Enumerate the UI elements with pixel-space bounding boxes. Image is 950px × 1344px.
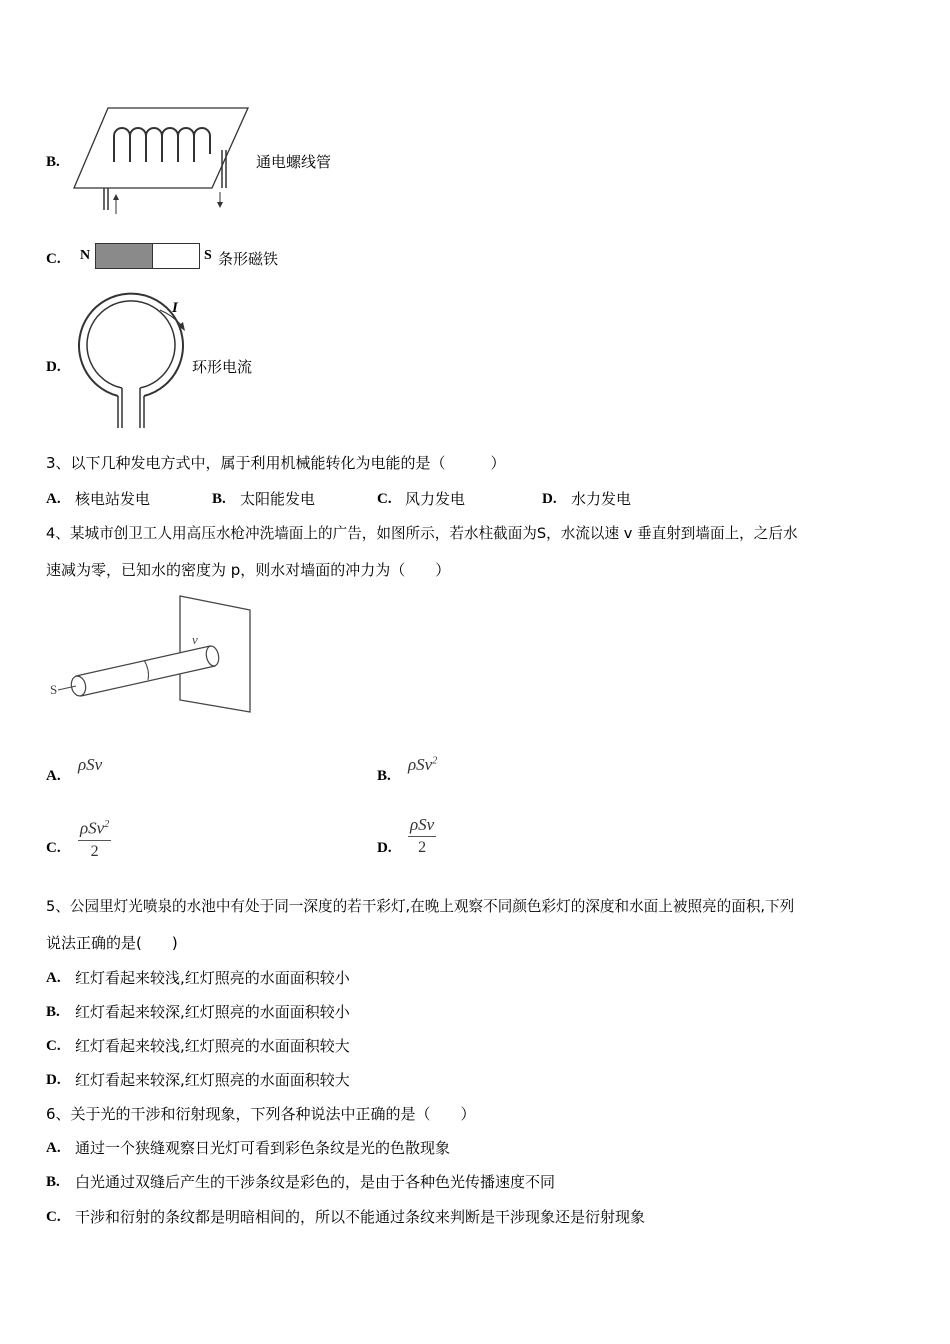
q6-option-c-letter: C. [46,1209,61,1225]
q4-option-c-fraction [78,814,111,863]
q4-option-d-denominator: 2 [418,839,427,856]
q3-option-b-letter: B. [212,491,226,507]
q5-option-a-text: 红灯看起来较浅,红灯照亮的水面面积较小 [75,969,350,987]
q6-option-b-letter: B. [46,1174,60,1190]
q3-option-a-text: 核电站发电 [75,490,151,508]
option-d-letter: D. [46,359,61,375]
q4-option-b-base: ρSv [408,755,433,774]
option-c-label: 条形磁铁 [218,250,279,268]
q4-option-d-numerator: ρSv [408,814,436,837]
q4-option-c-num-sup: 2 [104,819,110,830]
q3-option-c-letter: C. [377,491,392,507]
magnet-pole-n: N [80,248,91,263]
q4-stem-line2: 速减为零，已知水的密度为 p，则水对墙面的冲力为（ ） [46,561,451,579]
q4-option-d-fraction [408,814,436,859]
current-symbol: I [172,300,178,316]
q3-option-c-text: 风力发电 [405,490,466,508]
figure-label-v: v [192,632,198,647]
q5-option-d-text: 红灯看起来较深,红灯照亮的水面面积较大 [75,1071,350,1089]
q3-option-d-letter: D. [542,491,557,507]
q6-option-a-text: 通过一个狭缝观察日光灯可看到彩色条纹是光的色散现象 [75,1139,451,1157]
q6-option-b-text: 白光通过双缝后产生的干涉条纹是彩色的，是由于各种色光传播速度不同 [75,1173,556,1191]
bar-magnet-figure [95,243,201,269]
ring-current-figure [78,296,198,430]
q5-stem-line1: 5、公园里灯光喷泉的水池中有处于同一深度的若干彩灯,在晚上观察不同颜色彩灯的深度和水面上被照亮的面积,下列 [46,898,795,915]
q3-option-b-text: 太阳能发电 [240,490,316,508]
q5-option-b-text: 红灯看起来较深,红灯照亮的水面面积较小 [75,1003,350,1021]
option-b-label: 通电螺线管 [256,153,332,171]
option-d-label: 环形电流 [192,358,253,376]
q4-option-c-numerator [78,814,111,841]
q6-option-a-letter: A. [46,1140,61,1156]
figure-label-s: S [50,682,58,697]
q4-option-d-letter: D. [377,840,392,856]
option-b-letter: B. [46,154,60,170]
q4-option-c-num-base: ρSv [80,818,105,838]
q6-stem: 6、关于光的干涉和衍射现象，下列各种说法中正确的是（ ） [46,1105,476,1123]
q4-option-a-expr: ρSv [78,755,103,774]
q3-option-d-text: 水力发电 [571,490,632,508]
q6-option-c-text: 干涉和衍射的条纹都是明暗相间的，所以不能通过条纹来判断是干涉现象还是衍射现象 [75,1208,646,1226]
q4-option-b-letter: B. [377,768,391,784]
q4-option-c-letter: C. [46,840,61,856]
q4-option-c-denominator: 2 [90,842,99,860]
q5-option-d-letter: D. [46,1072,61,1088]
solenoid-figure [70,104,250,216]
q4-stem-line1: 4、某城市创卫工人用高压水枪冲洗墙面上的广告，如图所示，若水柱截面为S，水流以速 v 垂直射到墙面上，之后水 [46,525,798,542]
q5-option-c-letter: C. [46,1038,61,1054]
q5-option-c-text: 红灯看起来较浅,红灯照亮的水面面积较大 [75,1037,350,1055]
option-c-letter: C. [46,251,61,267]
q5-option-a-letter: A. [46,970,61,986]
q5-option-b-letter: B. [46,1004,60,1020]
water-gun-figure [46,594,256,716]
q3-option-a-letter: A. [46,491,61,507]
magnet-pole-s: S [204,248,212,263]
q4-option-a-letter: A. [46,768,61,784]
q5-stem-line2: 说法正确的是( ) [46,934,178,952]
q4-option-b-expr [408,755,437,775]
q4-option-b-sup: 2 [432,755,438,767]
q3-stem: 3、以下几种发电方式中，属于利用机械能转化为电能的是（ ） [46,454,506,472]
